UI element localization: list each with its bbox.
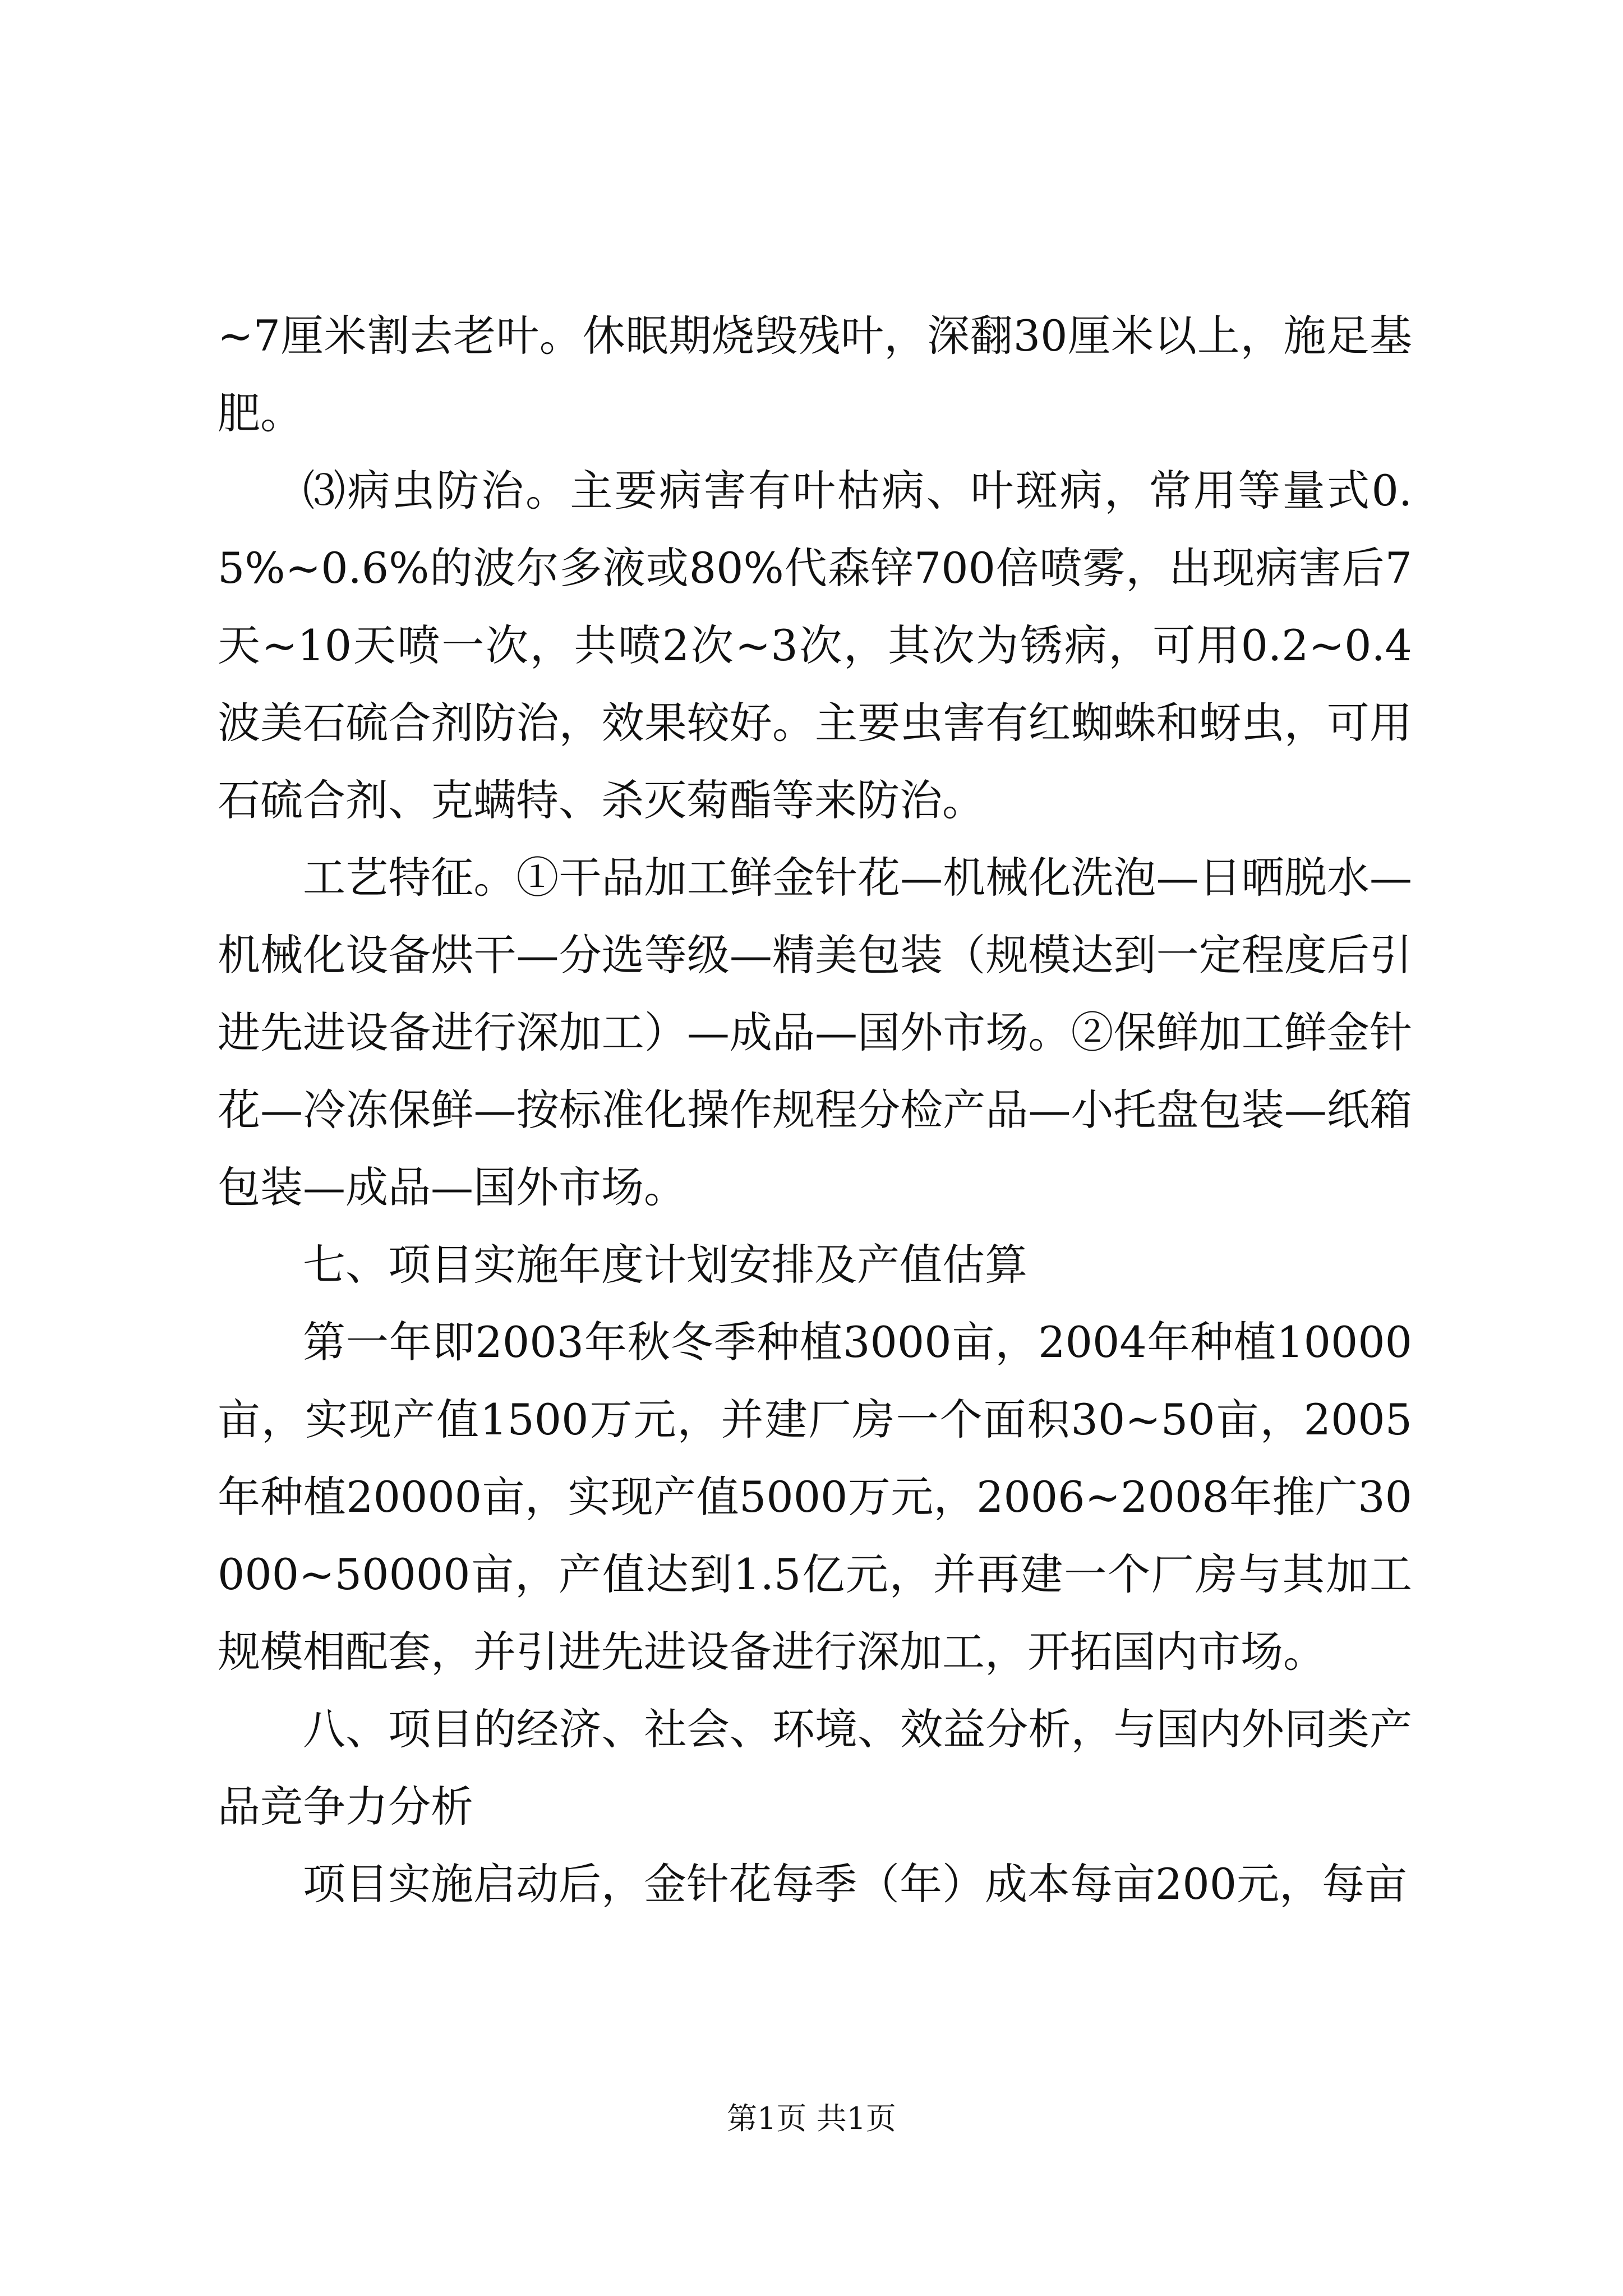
paragraph-3: 工艺特征。①干品加工鲜金针花—机械化洗泡—日晒脱水—机械化设备烘干—分选等级—精美包装（规模达到一定程度后引进先进设备进行深加工）—成品—国外市场。②保鲜加工鲜金针花—冷冻保鲜—按标准化操作规程分检产品—小托盘包装—纸箱包装—成品—国外市场。 xyxy=(218,853,1412,1212)
page-footer: 第1页 共1页 xyxy=(727,2101,896,2136)
document-body xyxy=(218,297,1412,1923)
section-heading-7: 七、项目实施年度计划安排及产值估算 xyxy=(303,1240,1027,1290)
paragraph-1: ~7厘米割去老叶。休眠期烧毁残叶，深翻30厘米以上，施足基肥。 xyxy=(218,311,1412,438)
section-heading-8: 八、项目的经济、社会、环境、效益分析，与国内外同类产品竞争力分析 xyxy=(218,1704,1412,1832)
paragraph-5: 第一年即2003年秋冬季种植3000亩，2004年种植10000亩，实现产值1500万元，并建厂房一个面积30~50亩，2005年种植20000亩，实现产值5000万元，2006~2008年推广30000~50000亩，产值达到1.5亿元，并再建一个厂房与其加工规模相配套，并引进先进设备进行深加工，开拓国内市场。 xyxy=(218,1317,1412,1677)
paragraph-2: ⑶病虫防治。主要病害有叶枯病、叶斑病，常用等量式0.5%~0.6%的波尔多液或80%代森锌700倍喷雾，出现病害后7天~10天喷一次，共喷2次~3次，其次为锈病，可用0.2~0.4波美石硫合剂防治，效果较好。主要虫害有红蜘蛛和蚜虫，可用石硫合剂、克螨特、杀灭菊酯等来防治。 xyxy=(218,466,1412,825)
paragraph-7: 项目实施启动后，金针花每季（年）成本每亩200元，每亩 xyxy=(303,1859,1408,1909)
